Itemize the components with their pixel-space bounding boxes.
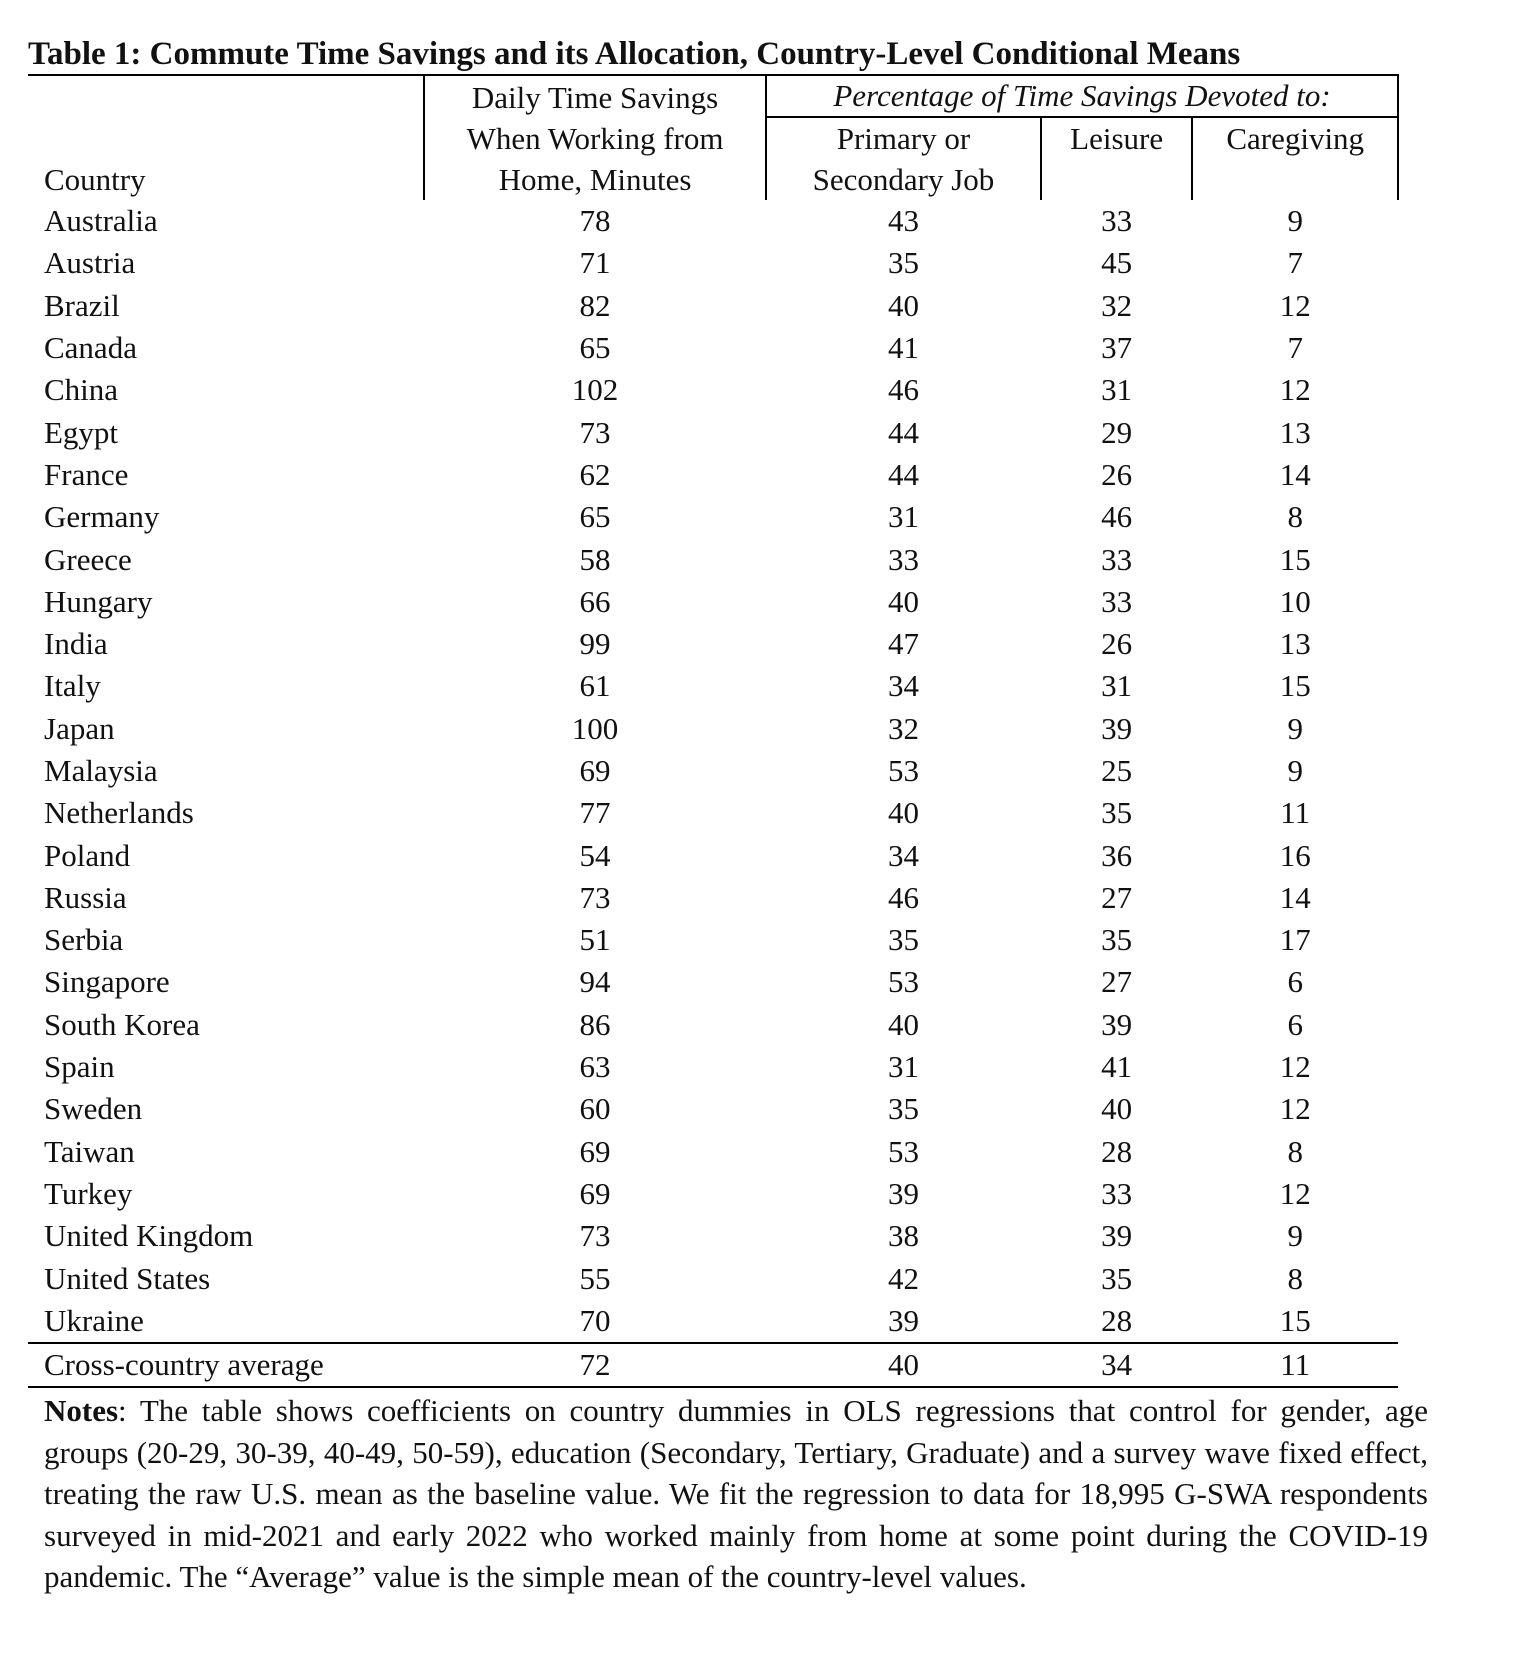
- row-leisure: 33: [1101, 583, 1133, 619]
- table-row: [28, 1300, 1398, 1343]
- row-job: 35: [887, 1091, 919, 1127]
- table-row: [28, 581, 1398, 623]
- row-country: Austria: [44, 245, 136, 281]
- row-job: 53: [887, 1133, 919, 1169]
- row-care: 12: [1279, 372, 1311, 408]
- row-care: 13: [1279, 414, 1311, 450]
- table-row: [28, 961, 1398, 1003]
- header-primary-line2: Secondary Job: [812, 162, 995, 197]
- average-leisure: 34: [1041, 1343, 1193, 1387]
- row-job: 42: [887, 1260, 919, 1296]
- table-row: [28, 1088, 1398, 1130]
- row-job: 31: [887, 499, 919, 535]
- row-leisure: 25: [1101, 753, 1133, 788]
- row-care: 9: [1287, 203, 1303, 239]
- row-leisure: 46: [1101, 499, 1133, 535]
- row-leisure: 33: [1101, 203, 1133, 239]
- row-job: 38: [887, 1218, 919, 1254]
- row-country: Poland: [44, 837, 131, 873]
- row-job: 35: [887, 922, 919, 958]
- row-job: 31: [887, 1049, 919, 1085]
- row-job: 33: [887, 541, 919, 577]
- row-daily: 94: [579, 964, 611, 1000]
- commute-table: [28, 74, 1399, 1388]
- row-country: Greece: [44, 541, 132, 577]
- row-daily: 63: [579, 1049, 611, 1085]
- row-daily: 69: [579, 1133, 611, 1169]
- row-job: 43: [887, 203, 919, 239]
- row-daily: 73: [579, 879, 611, 915]
- row-daily: 69: [579, 1175, 611, 1211]
- row-leisure: 26: [1101, 626, 1133, 662]
- row-leisure: 31: [1101, 372, 1133, 408]
- row-country: India: [44, 626, 108, 662]
- row-country: Germany: [44, 499, 160, 535]
- row-country: United States: [44, 1260, 211, 1296]
- notes-label: Notes: [44, 1393, 119, 1429]
- row-job: 34: [887, 837, 919, 873]
- row-care: 8: [1287, 1133, 1303, 1169]
- table-row: [28, 877, 1398, 919]
- row-leisure: 39: [1101, 1218, 1133, 1254]
- row-country: Egypt: [44, 414, 119, 450]
- row-care: 9: [1287, 753, 1303, 788]
- row-country: United Kingdom: [44, 1218, 254, 1254]
- row-care: 8: [1287, 1260, 1303, 1296]
- row-care: 9: [1287, 710, 1303, 746]
- row-leisure: 33: [1101, 541, 1133, 577]
- average-care: 11: [1192, 1343, 1398, 1387]
- row-care: 15: [1279, 668, 1311, 704]
- row-country: Ukraine: [44, 1302, 144, 1338]
- header-leisure: Leisure: [1041, 117, 1193, 200]
- row-job: 40: [887, 583, 919, 619]
- header-daily-line1: Daily Time Savings: [471, 80, 719, 115]
- table-row: [28, 411, 1398, 453]
- row-job: 40: [887, 795, 919, 831]
- row-leisure: 28: [1101, 1302, 1133, 1338]
- row-country: Japan: [44, 710, 115, 746]
- row-country: Spain: [44, 1049, 115, 1085]
- row-daily: 65: [579, 499, 611, 535]
- row-job: 34: [887, 668, 919, 704]
- table-body: [28, 200, 1398, 1343]
- row-country: Australia: [44, 203, 158, 239]
- row-leisure: 36: [1101, 837, 1133, 873]
- row-daily: 54: [579, 837, 611, 873]
- row-daily: 69: [579, 753, 611, 788]
- row-leisure: 35: [1101, 795, 1133, 831]
- header-caregiving: Caregiving: [1192, 117, 1398, 200]
- row-daily: 62: [579, 456, 611, 492]
- header-daily-line2: When Working from: [466, 121, 724, 156]
- row-daily: 65: [579, 330, 611, 366]
- table-row: [28, 327, 1398, 369]
- row-care: 12: [1279, 287, 1311, 323]
- row-care: 17: [1279, 922, 1311, 958]
- row-care: 10: [1279, 583, 1311, 619]
- row-job: 39: [887, 1175, 919, 1211]
- row-daily: 66: [579, 583, 611, 619]
- row-country: Hungary: [44, 583, 153, 619]
- row-care: 15: [1279, 1302, 1311, 1338]
- row-care: 14: [1279, 879, 1311, 915]
- table-title: Table 1: Commute Time Savings and its Allocation, Country-Level Conditional Means: [28, 36, 1241, 72]
- row-leisure: 39: [1101, 1006, 1133, 1042]
- row-leisure: 32: [1101, 287, 1133, 323]
- row-care: 8: [1287, 499, 1303, 535]
- row-leisure: 33: [1101, 1175, 1133, 1211]
- row-care: 15: [1279, 541, 1311, 577]
- table-row: [28, 623, 1398, 665]
- row-daily: 55: [579, 1260, 611, 1296]
- row-daily: 71: [579, 245, 611, 281]
- row-daily: 73: [579, 1218, 611, 1254]
- row-care: 13: [1279, 626, 1311, 662]
- row-job: 41: [887, 330, 919, 366]
- row-country: Brazil: [44, 287, 120, 323]
- row-country: China: [44, 372, 119, 408]
- table-row: [28, 1215, 1398, 1257]
- row-country: Serbia: [44, 922, 124, 958]
- row-daily: 58: [579, 541, 611, 577]
- row-daily: 86: [579, 1006, 611, 1042]
- table-row: [28, 1046, 1398, 1088]
- row-daily: 70: [579, 1302, 611, 1338]
- row-leisure: 27: [1101, 964, 1133, 1000]
- header-percentage-group: Percentage of Time Savings Devoted to:: [766, 75, 1398, 117]
- row-country: Canada: [44, 330, 137, 366]
- row-job: 32: [887, 710, 919, 746]
- row-leisure: 26: [1101, 456, 1133, 492]
- row-care: 16: [1279, 837, 1311, 873]
- row-country: Netherlands: [44, 795, 194, 831]
- row-job: 46: [887, 879, 919, 915]
- table-row: [28, 285, 1398, 327]
- row-leisure: 29: [1101, 414, 1133, 450]
- row-daily: 61: [579, 668, 611, 704]
- row-care: 11: [1280, 795, 1311, 831]
- row-daily: 82: [579, 287, 611, 323]
- row-care: 7: [1287, 330, 1303, 366]
- table-row: [28, 1004, 1398, 1046]
- row-job: 40: [887, 1006, 919, 1042]
- row-care: 7: [1287, 245, 1303, 281]
- row-country: Taiwan: [44, 1133, 135, 1169]
- table-row: [28, 750, 1398, 792]
- table-row: [28, 1257, 1398, 1299]
- row-daily: 78: [579, 203, 611, 239]
- header-daily-line3: Home, Minutes: [498, 162, 692, 197]
- row-job: 47: [887, 626, 919, 662]
- table-row: [28, 200, 1398, 242]
- table-row: [28, 792, 1398, 834]
- row-country: Malaysia: [44, 753, 158, 788]
- notes-text: : The table shows coefficients on country dummies in OLS regressions that control for gender, age groups (20-29, 30-39, 40-49, 50-59), education (Secondary, Tertiary, Graduate) and a survey wave fixed effect, treating the raw U.S. mean as the baseline value. We fit the regression to data for 18,995 G-SWA respondents surveyed in mid-2021 and early 2022 who worked mainly from home at some point during the COVID-19 pandemic. The “Average” value is the simple mean of the country-level values.: [44, 1393, 1428, 1595]
- table-row: [28, 242, 1398, 284]
- header-primary-job: [766, 117, 1041, 200]
- table-row: [28, 665, 1398, 707]
- row-job: 40: [887, 287, 919, 323]
- average-row: [28, 1343, 1398, 1387]
- row-job: 35: [887, 245, 919, 281]
- row-leisure: 27: [1101, 879, 1133, 915]
- row-leisure: 45: [1101, 245, 1133, 281]
- average-job: 40: [766, 1343, 1041, 1387]
- row-care: 12: [1279, 1175, 1311, 1211]
- header-primary-line1: Primary or: [836, 121, 971, 156]
- row-country: Sweden: [44, 1091, 143, 1127]
- row-leisure: 37: [1101, 330, 1133, 366]
- row-care: 6: [1287, 964, 1303, 1000]
- row-job: 53: [887, 753, 919, 788]
- table-row: [28, 834, 1398, 876]
- row-country: Russia: [44, 879, 127, 915]
- row-daily: 51: [579, 922, 611, 958]
- row-care: 6: [1287, 1006, 1303, 1042]
- row-country: South Korea: [44, 1006, 200, 1042]
- row-job: 46: [887, 372, 919, 408]
- row-daily: 102: [571, 372, 619, 408]
- table-row: [28, 369, 1398, 411]
- table-notes: [44, 1390, 1428, 1598]
- row-daily: 60: [579, 1091, 611, 1127]
- row-leisure: 28: [1101, 1133, 1133, 1169]
- paper-page: [28, 34, 1428, 1598]
- row-daily: 100: [571, 710, 619, 746]
- header-daily-savings: [424, 75, 766, 200]
- row-job: 44: [887, 456, 919, 492]
- row-job: 39: [887, 1302, 919, 1338]
- row-leisure: 39: [1101, 710, 1133, 746]
- row-care: 12: [1279, 1091, 1311, 1127]
- table-row: [28, 708, 1398, 750]
- row-country: France: [44, 456, 129, 492]
- table-row: [28, 1131, 1398, 1173]
- row-care: 9: [1287, 1218, 1303, 1254]
- row-leisure: 35: [1101, 922, 1133, 958]
- row-daily: 73: [579, 414, 611, 450]
- row-country: Singapore: [44, 964, 170, 1000]
- row-job: 53: [887, 964, 919, 1000]
- row-care: 12: [1279, 1049, 1311, 1085]
- row-leisure: 31: [1101, 668, 1133, 704]
- row-daily: 99: [579, 626, 611, 662]
- table-row: [28, 919, 1398, 961]
- row-care: 14: [1279, 456, 1311, 492]
- header-country: Country: [28, 75, 424, 200]
- row-country: Italy: [44, 668, 101, 704]
- table-row: [28, 1173, 1398, 1215]
- row-leisure: 35: [1101, 1260, 1133, 1296]
- average-daily: 72: [424, 1343, 766, 1387]
- row-leisure: 41: [1101, 1049, 1133, 1085]
- table-row: [28, 454, 1398, 496]
- table-row: [28, 496, 1398, 538]
- row-country: Turkey: [44, 1175, 133, 1211]
- row-daily: 77: [579, 795, 611, 831]
- average-label: Cross-country average: [28, 1343, 424, 1387]
- table-row: [28, 538, 1398, 580]
- row-job: 44: [887, 414, 919, 450]
- row-leisure: 40: [1101, 1091, 1133, 1127]
